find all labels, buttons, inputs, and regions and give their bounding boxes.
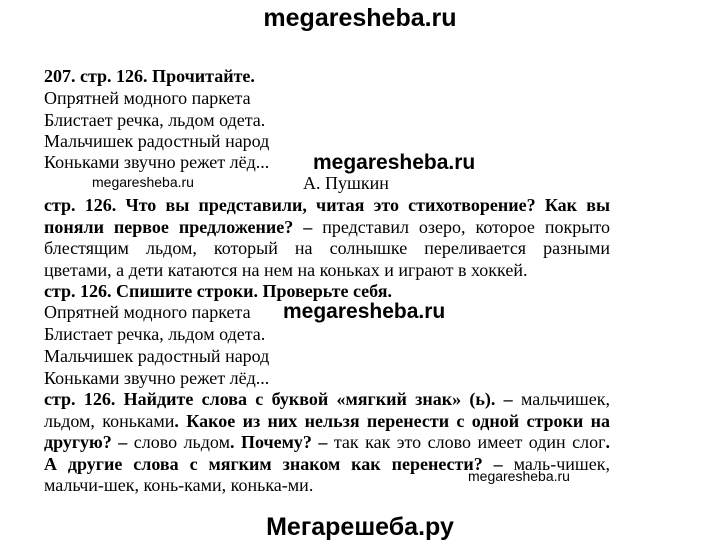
question-1 xyxy=(44,195,610,281)
poem-line: Блистает речка, льдом одета. xyxy=(44,324,266,344)
q3-answer: маль-чишек, xyxy=(502,453,610,474)
poem-line: Коньками звучно режет лёд... xyxy=(44,368,270,388)
poem-line: Опрятней модного паркета xyxy=(44,88,251,108)
q3-line: мальчи-шек, конь-ками, конька-ми. xyxy=(44,475,314,495)
q3-line xyxy=(44,411,610,433)
watermark: megaresheba.ru xyxy=(313,151,476,174)
q1-line: стр. 126. Что вы представили, читая это стихотворение? Как вы xyxy=(44,195,610,215)
q3-answer: слово льдом xyxy=(127,432,230,452)
watermark: megaresheba.ru xyxy=(283,300,446,323)
watermark: megaresheba.ru xyxy=(92,174,194,190)
q1-line xyxy=(44,217,610,239)
q1-line: блестящим льдом, который на солнышке переливается разными xyxy=(44,238,610,258)
poem-line: Мальчишек радостный народ xyxy=(44,346,270,366)
q1-answer: представил озеро, которое покрыто xyxy=(312,216,610,237)
poem-line: Блистает речка, льдом одета. xyxy=(44,110,266,130)
poem-line: Опрятней модного паркета xyxy=(44,302,251,322)
q3-answer: льдом, коньками xyxy=(44,410,175,431)
site-header: megaresheba.ru xyxy=(263,4,457,32)
q3-bold: стр. 126. Найдите слова с буквой «мягкий знак» (ь). – xyxy=(44,389,513,409)
poem-line: Мальчишек радостный народ xyxy=(44,131,270,151)
q1-line: цветами, а дети катаются на нем на коньках и играют в хоккей. xyxy=(44,259,528,280)
q1-bold: поняли первое предложение? – xyxy=(44,216,313,237)
q3-bold: другую? – xyxy=(44,432,128,452)
q3-answer: так как это слово имеет один слог xyxy=(327,432,606,452)
q3-line xyxy=(44,432,610,454)
exercise-heading: 207. стр. 126. Прочитайте. xyxy=(44,66,255,86)
q3-bold: . Почему? – xyxy=(229,432,328,452)
poem-line: Коньками звучно режет лёд... xyxy=(44,152,270,172)
q3-bold: . Какое из них нельзя перенести с одной строки на xyxy=(174,410,610,431)
site-footer: Мегарешеба.ру xyxy=(266,513,454,541)
watermark: megaresheba.ru xyxy=(468,468,570,484)
q3-answer: мальчишек, xyxy=(512,389,610,409)
q3-line xyxy=(44,389,610,411)
q3-bold: А другие слова с мягким знаком как перенести? – xyxy=(44,453,503,474)
poem-author: А. Пушкин xyxy=(303,173,389,193)
q2-heading: стр. 126. Спишите строки. Проверьте себя. xyxy=(44,281,392,301)
q3-bold: . xyxy=(605,432,611,452)
